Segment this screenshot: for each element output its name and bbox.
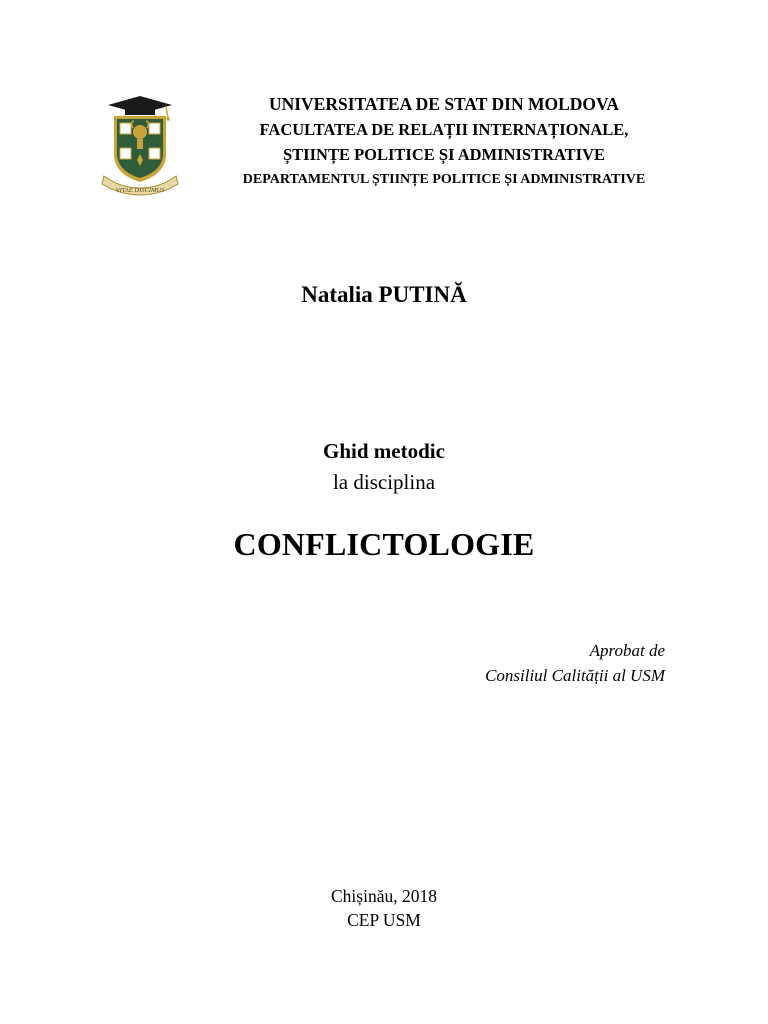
department-name: DEPARTAMENTUL ȘTIINȚE POLITICE ȘI ADMINISTRATIVE	[242, 172, 646, 187]
university-crest-logo	[100, 92, 180, 196]
place-year: Chișinău, 2018	[331, 886, 437, 906]
guide-subtitle: la disciplina	[332, 470, 436, 494]
guide-title: Ghid metodic	[323, 439, 445, 463]
crest-motto: VITAE DISCIMUS	[115, 187, 165, 194]
approval-note	[485, 638, 665, 688]
publication-footer	[0, 884, 768, 932]
faculty-name-line2: ȘTIINȚE POLITICE ȘI ADMINISTRATIVE	[283, 145, 605, 164]
author-name: Natalia PUTINĂ	[301, 282, 467, 307]
institution-header	[184, 92, 704, 192]
publisher: CEP USM	[347, 910, 421, 930]
approval-line2: Consiliul Calității al USM	[485, 666, 665, 685]
university-name: UNIVERSITATEA DE STAT DIN MOLDOVA	[268, 94, 620, 114]
discipline-title: CONFLICTOLOGIE	[233, 526, 535, 562]
faculty-name-line1: FACULTATEA DE RELAȚII INTERNAȚIONALE,	[259, 120, 629, 139]
approval-line1: Aprobat de	[589, 641, 665, 660]
